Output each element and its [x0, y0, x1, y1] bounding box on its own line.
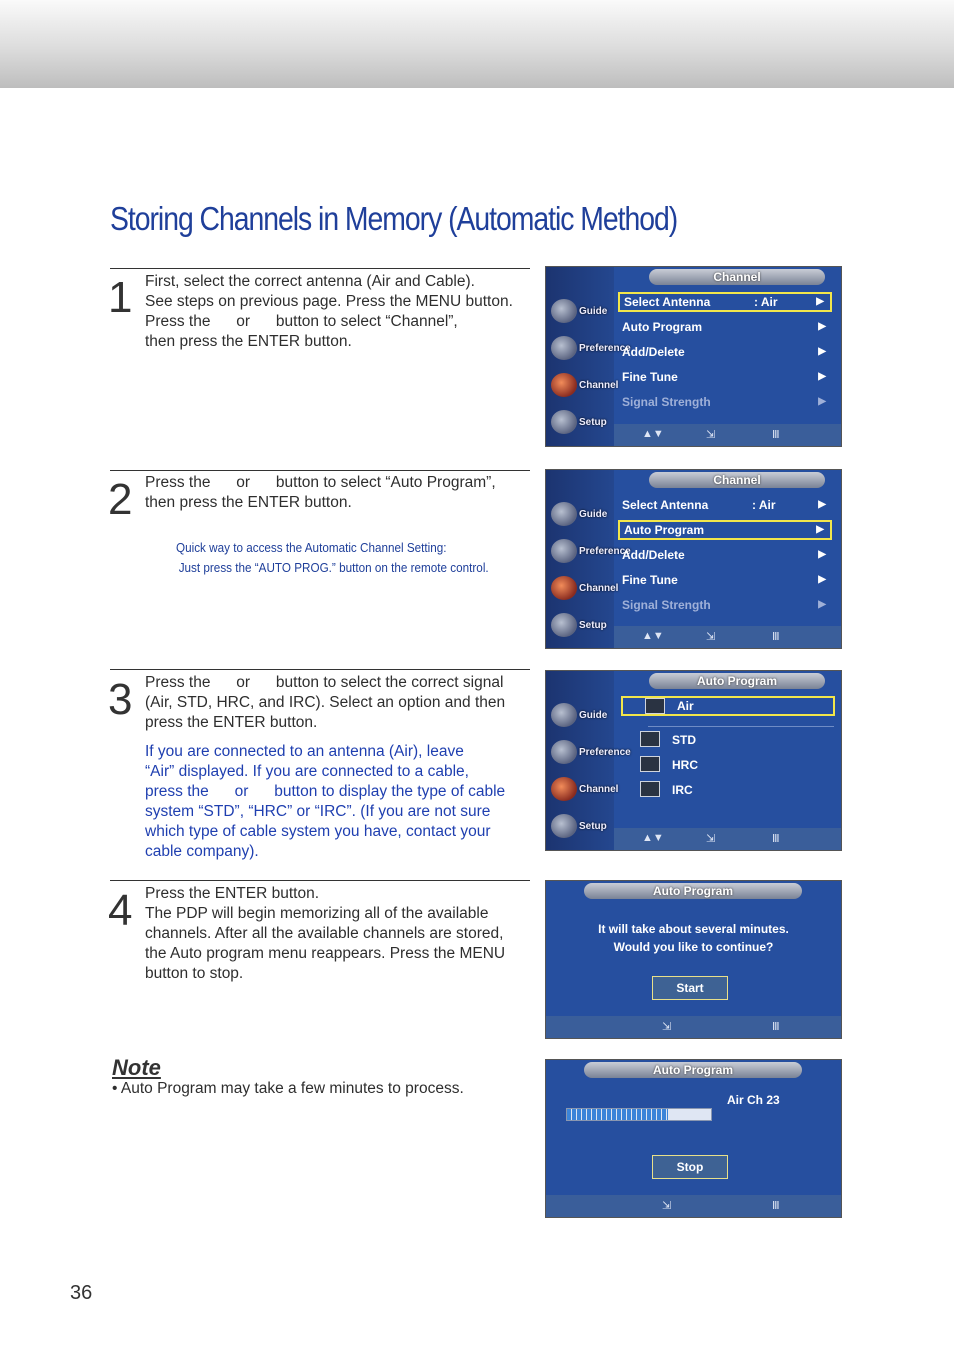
osd-channel-menu — [545, 266, 842, 447]
sidebar-item-guide[interactable]: Guide — [549, 500, 613, 530]
osd-header: Auto Program — [649, 673, 825, 689]
osd-confirm-dialog — [545, 880, 842, 1039]
setup-icon — [551, 814, 577, 838]
tip-line: Quick way to access the Automatic Channel Setting: — [176, 540, 447, 555]
preference-icon — [551, 740, 577, 764]
menu-icon: Ⅲ — [772, 833, 780, 845]
antenna-icon — [645, 698, 665, 714]
setup-icon — [551, 613, 577, 637]
step-line: Press the or button to select the correct signal — [145, 674, 504, 691]
channel-status: Air Ch 23 — [727, 1093, 780, 1107]
step-note-line: cable company). — [145, 843, 259, 860]
step-note-line: If you are connected to an antenna (Air), leave — [145, 743, 464, 760]
stop-button[interactable]: Stop — [652, 1155, 728, 1179]
osd-sidebar — [546, 671, 631, 850]
menu-item-select-antenna[interactable]: Select Antenna : Air ▶ — [618, 495, 832, 515]
menu-item-auto-program[interactable]: Auto Program ▶ — [618, 520, 832, 540]
osd-footer — [546, 1195, 841, 1217]
guide-icon — [551, 299, 577, 323]
note-heading: Note — [112, 1055, 161, 1080]
step-line: press the ENTER button. — [145, 714, 318, 731]
preference-icon — [551, 539, 577, 563]
arrow-right-icon: ▶ — [818, 396, 826, 407]
menu-item-add-delete[interactable]: Add/Delete ▶ — [618, 342, 832, 362]
step-note-line: system “STD”, “HRC” or “IRC”. (If you are not sure — [145, 803, 491, 820]
progress-bar — [566, 1108, 712, 1121]
step-note-line: which type of cable system you have, contact your — [145, 823, 491, 840]
cable-icon — [640, 756, 660, 772]
step-note-line: press the or button to display the type of cable — [145, 783, 506, 800]
setup-icon — [551, 410, 577, 434]
step-note-line: “Air” displayed. If you are connected to a cable, — [145, 763, 469, 780]
sidebar-item-guide[interactable]: Guide — [549, 297, 613, 327]
cable-icon — [640, 781, 660, 797]
step-line: First, select the correct antenna (Air and Cable). — [145, 273, 475, 290]
header-band — [0, 0, 954, 88]
osd-header: Auto Program — [584, 883, 802, 899]
channel-icon — [551, 777, 577, 801]
arrow-right-icon: ▶ — [818, 549, 826, 560]
sidebar-item-channel[interactable]: Channel — [549, 775, 613, 805]
option-air[interactable]: Air — [621, 696, 835, 716]
sidebar-item-setup[interactable]: Setup — [549, 408, 613, 438]
step-rule — [110, 470, 530, 471]
menu-item-signal-strength[interactable]: Signal Strength ▶ — [618, 392, 832, 412]
enter-icon: ⇲ — [662, 1021, 672, 1033]
osd-footer — [614, 828, 841, 850]
osd-header: Channel — [649, 269, 825, 285]
move-icon: ▲▼ — [642, 428, 664, 440]
step-line: See steps on previous page. Press the MENU button. — [145, 293, 513, 310]
step-rule — [110, 669, 530, 670]
menu-item-fine-tune[interactable]: Fine Tune ▶ — [618, 570, 832, 590]
osd-sidebar — [546, 267, 631, 446]
sidebar-item-preference[interactable]: Preference — [549, 334, 613, 364]
channel-icon — [551, 576, 577, 600]
preference-icon — [551, 336, 577, 360]
menu-item-select-antenna[interactable]: Select Antenna : Air ▶ — [618, 292, 832, 312]
sidebar-item-channel[interactable]: Channel — [549, 574, 613, 604]
step-number: 1 — [108, 273, 133, 322]
step-line: then press the ENTER button. — [145, 494, 352, 511]
arrow-right-icon: ▶ — [818, 574, 826, 585]
sidebar-item-channel[interactable]: Channel — [549, 371, 613, 401]
move-icon: ▲▼ — [642, 630, 664, 642]
menu-icon: Ⅲ — [772, 1200, 780, 1212]
page-title: Storing Channels in Memory (Automatic Method) — [110, 200, 678, 237]
progress-fill — [567, 1109, 668, 1120]
osd-header: Auto Program — [584, 1062, 802, 1078]
dialog-message: Would you like to continue? — [613, 940, 774, 954]
arrow-right-icon: ▶ — [818, 346, 826, 357]
step-line: (Air, STD, HRC, and IRC). Select an option and then — [145, 694, 506, 711]
osd-channel-menu — [545, 469, 842, 649]
step-line: Press the or button to select “Auto Program”, — [145, 474, 496, 491]
page-number: 36 — [70, 1282, 93, 1304]
guide-icon — [551, 502, 577, 526]
step-text — [145, 473, 535, 513]
arrow-right-icon: ▶ — [818, 371, 826, 382]
step-text — [145, 673, 535, 862]
menu-icon: Ⅲ — [772, 631, 780, 643]
option-divider — [648, 726, 834, 727]
cable-icon — [640, 731, 660, 747]
step-line: then press the ENTER button. — [145, 333, 352, 350]
step-line: Press the ENTER button. — [145, 885, 320, 902]
step-number: 3 — [108, 675, 133, 724]
menu-item-auto-program[interactable]: Auto Program ▶ — [618, 317, 832, 337]
step-line: channels. After all the available channels are stored, — [145, 925, 504, 942]
sidebar-item-guide[interactable]: Guide — [549, 701, 613, 731]
note-bullet: • Auto Program may take a few minutes to process. — [112, 1080, 464, 1097]
step-line: The PDP will begin memorizing all of the available — [145, 905, 489, 922]
step-text — [145, 272, 535, 352]
channel-icon — [551, 373, 577, 397]
step-line: Press the or button to select “Channel”, — [145, 313, 458, 330]
arrow-right-icon: ▶ — [816, 296, 824, 307]
option-hrc[interactable]: HRC — [618, 755, 832, 775]
move-icon: ▲▼ — [642, 832, 664, 844]
arrow-right-icon: ▶ — [818, 499, 826, 510]
tip-text — [176, 538, 489, 578]
osd-auto-program-menu — [545, 670, 842, 851]
menu-item-add-delete[interactable]: Add/Delete ▶ — [618, 545, 832, 565]
menu-item-fine-tune[interactable]: Fine Tune ▶ — [618, 367, 832, 387]
menu-item-signal-strength[interactable]: Signal Strength ▶ — [618, 595, 832, 615]
enter-icon: ⇲ — [706, 631, 716, 643]
arrow-right-icon: ▶ — [816, 524, 824, 535]
sidebar-item-preference[interactable]: Preference — [549, 537, 613, 567]
start-button[interactable]: Start — [652, 976, 728, 1000]
arrow-right-icon: ▶ — [818, 321, 826, 332]
step-number: 4 — [108, 886, 133, 935]
step-rule — [110, 880, 530, 881]
sidebar-item-setup[interactable]: Setup — [549, 812, 613, 842]
enter-icon: ⇲ — [706, 833, 716, 845]
step-line: button to stop. — [145, 965, 244, 982]
enter-icon: ⇲ — [662, 1200, 672, 1212]
sidebar-item-setup[interactable]: Setup — [549, 611, 613, 641]
step-line: the Auto program menu reappears. Press the MENU — [145, 945, 506, 962]
menu-icon: Ⅲ — [772, 429, 780, 441]
option-irc[interactable]: IRC — [618, 780, 832, 800]
guide-icon — [551, 703, 577, 727]
osd-progress-dialog — [545, 1059, 842, 1218]
osd-header: Channel — [649, 472, 825, 488]
sidebar-item-preference[interactable]: Preference — [549, 738, 613, 768]
enter-icon: ⇲ — [706, 429, 716, 441]
osd-footer — [546, 1016, 841, 1038]
osd-footer — [614, 424, 841, 446]
osd-footer — [614, 626, 841, 648]
tip-line: Just press the “AUTO PROG.” button on the remote control. — [178, 560, 489, 575]
osd-sidebar — [546, 470, 631, 648]
step-text — [145, 884, 535, 984]
step-number: 2 — [108, 475, 133, 524]
dialog-message: It will take about several minutes. — [598, 922, 789, 936]
menu-icon: Ⅲ — [772, 1021, 780, 1033]
option-std[interactable]: STD — [618, 730, 832, 750]
arrow-right-icon: ▶ — [818, 599, 826, 610]
step-rule — [110, 268, 530, 269]
